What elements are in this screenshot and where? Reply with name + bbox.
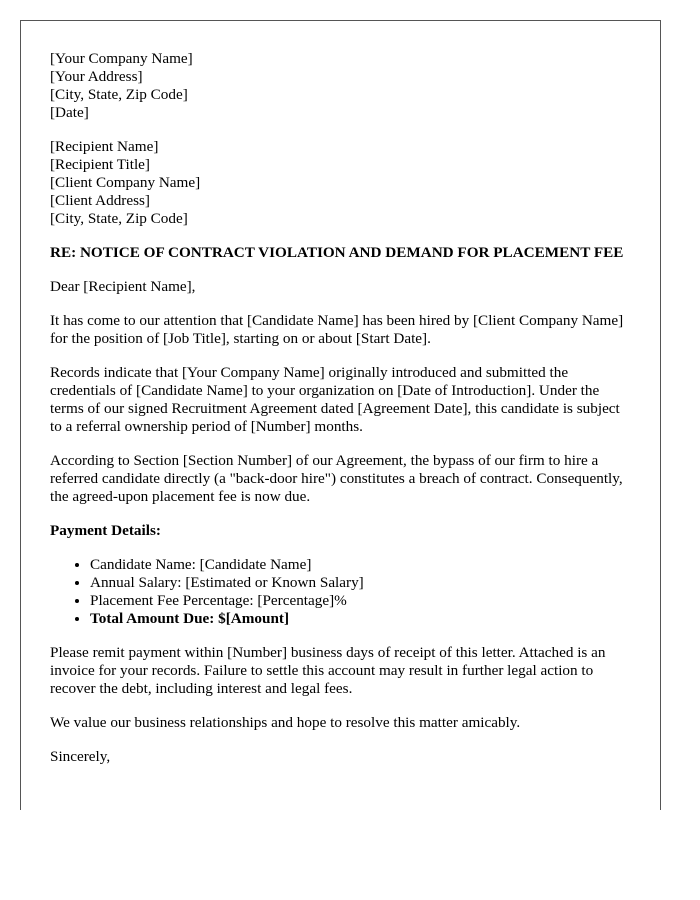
client-address: [Client Address]: [50, 192, 150, 209]
signoff: Sincerely,: [50, 748, 111, 765]
letter-page: [20, 20, 661, 810]
total-amount-due: • Total Amount Due: $[Amount]: [90, 610, 631, 628]
recipient-address-block: [50, 138, 631, 228]
payment-details-list: [50, 556, 631, 628]
sender-address: [Your Address]: [50, 68, 143, 85]
recipient-title: [Recipient Title]: [50, 156, 150, 173]
body-paragraph-breach: According to Section [Section Number] of our Agreement, the bypass of our firm to hire a referred candidate directly (a "back-door hire") constitutes a breach of contract. Consequently, the agreed-upon placement fee is now due.: [50, 452, 623, 505]
recipient-name: [Recipient Name]: [50, 138, 159, 155]
sender-company-name: [Your Company Name]: [50, 50, 193, 67]
payment-details-heading: Payment Details:: [50, 522, 161, 539]
recipient-city-state-zip: [City, State, Zip Code]: [50, 210, 188, 227]
letter-date: [Date]: [50, 104, 89, 121]
body-paragraph-hire-notice: It has come to our attention that [Candidate Name] has been hired by [Client Company Name] for the position of [Job Title], starting on or about [Start Date].: [50, 312, 624, 347]
client-company-name: [Client Company Name]: [50, 174, 201, 191]
salutation: Dear [Recipient Name],: [50, 278, 196, 295]
body-paragraph-remit: Please remit payment within [Number] business days of receipt of this letter. Attached is an invoice for your records. Failure to settle this account may result in further legal action to recover the debt, including interest and legal fees.: [50, 644, 606, 697]
body-paragraph-relationship: We value our business relationships and hope to resolve this matter amicably.: [50, 714, 521, 731]
letter-body: [50, 50, 631, 766]
list-item: • Candidate Name: [Candidate Name]: [90, 556, 631, 574]
body-paragraph-records: Records indicate that [Your Company Name] originally introduced and submitted the credentials of [Candidate Name] to your organization on [Date of Introduction]. Under the terms of our signed Recruitment Agreement dated [Agreement Date], this candidate is subject to a referral ownership period of [Number] months.: [50, 364, 620, 435]
subject-line: RE: NOTICE OF CONTRACT VIOLATION AND DEMAND FOR PLACEMENT FEE: [50, 244, 624, 261]
list-item: • Annual Salary: [Estimated or Known Salary]: [90, 574, 631, 592]
sender-address-block: [50, 50, 631, 122]
sender-city-state-zip: [City, State, Zip Code]: [50, 86, 188, 103]
list-item: • Placement Fee Percentage: [Percentage]%: [90, 592, 631, 610]
